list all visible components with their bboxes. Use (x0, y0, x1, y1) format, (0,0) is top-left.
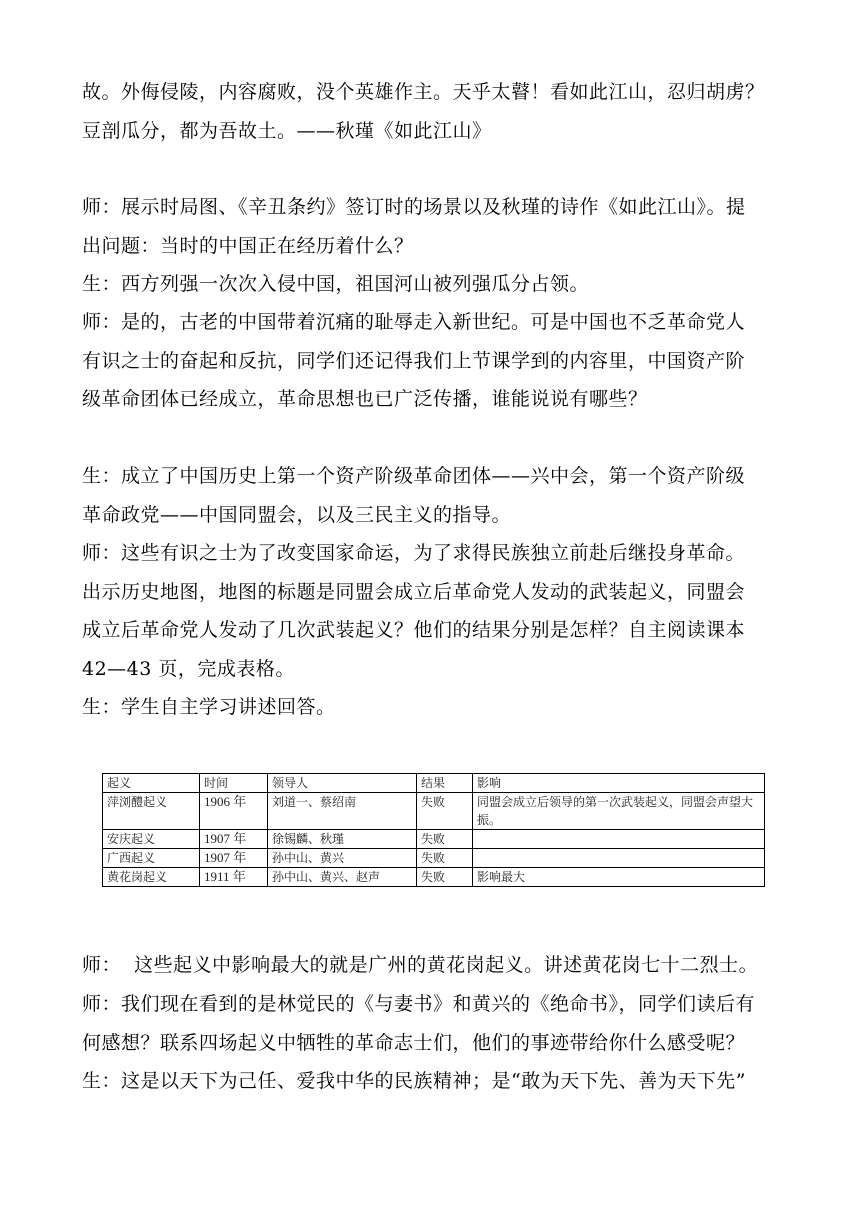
teacher-paragraph (82, 946, 782, 985)
text-line: 师：展示时局图、《辛丑条约》签订时的场景以及秋瑾的诗作《如此江山》。提 (82, 196, 746, 218)
table-row (103, 849, 765, 868)
teacher-paragraph (82, 303, 782, 419)
text-line: 故。外侮侵陵，内容腐败，没个英雄作主。天乎太瞽！看如此江山，忍归胡虏？ (82, 81, 765, 103)
text-line: 师：我们现在看到的是林觉民的《与妻书》和黄兴的《绝命书》，同学们读后有 (82, 993, 756, 1015)
text-line: 生：学生自主学习讲述回答。 (82, 696, 336, 718)
text-line: 生：成立了中国历史上第一个资产阶级革命团体——兴中会，第一个资产阶级 (82, 465, 746, 487)
table-cell: 安庆起义 (103, 830, 200, 849)
student-paragraph (82, 688, 782, 727)
text-line: 师： 这些起义中影响最大的就是广州的黄花岗起义。讲述黄花岗七十二烈士。 (82, 954, 759, 976)
table-cell: 1911 年 (200, 868, 268, 887)
text-line: 出示历史地图，地图的标题是同盟会成立后革命党人发动的武装起义，同盟会 (82, 580, 746, 603)
text-line: 师：是的，古老的中国带着沉痛的耻辱走入新世纪。可是中国也不乏革命党人 (82, 311, 746, 333)
teacher-paragraph (82, 188, 782, 265)
text-line: 生：这是以天下为己任、爱我中华的民族精神；是“敢为天下先、善为天下先” (82, 1070, 746, 1092)
table-cell: 失败 (417, 868, 473, 887)
text-line: 生：西方列强一次次入侵中国，祖国河山被列强瓜分占领。 (82, 273, 590, 295)
table-cell (473, 830, 765, 849)
table-cell: 广西起义 (103, 849, 200, 868)
teacher-paragraph (82, 534, 782, 688)
table-cell: 孙中山、黄兴、赵声 (268, 868, 417, 887)
table-cell: 同盟会成立后领导的第一次武装起义，同盟会声望大振。 (473, 793, 765, 830)
student-paragraph (82, 265, 782, 304)
header-cell-result: 结果 (417, 774, 473, 793)
text-line: 成立后革命党人发动了几次武装起义？他们的结果分别是怎样？自主阅读课本 (82, 619, 746, 641)
table-cell: 1906 年 (200, 793, 268, 830)
table-cell: 徐锡麟、秋瑾 (268, 830, 417, 849)
table-row (103, 793, 765, 830)
table-cell: 影响最大 (473, 868, 765, 887)
text-line: 师：这些有识之士为了改变国家命运，为了求得民族独立前赴后继投身革命。 (82, 542, 746, 564)
table-cell: 黄花岗起义 (103, 868, 200, 887)
text-line: 42—43 页，完成表格。 (82, 657, 295, 680)
table-cell: 失败 (417, 793, 473, 830)
text-line: 出问题：当时的中国正在经历着什么？ (82, 234, 414, 257)
poem-quote-paragraph (82, 73, 782, 150)
teacher-paragraph (82, 985, 782, 1062)
text-line: 豆剖瓜分，都为吾故土。——秋瑾《如此江山》 (82, 119, 492, 142)
table-row (103, 868, 765, 887)
table-cell: 1907 年 (200, 849, 268, 868)
header-cell-impact: 影响 (473, 774, 765, 793)
text-line: 革命政党——中国同盟会，以及三民主义的指导。 (82, 503, 512, 526)
table-cell: 孙中山、黄兴 (268, 849, 417, 868)
table-header-row (103, 774, 765, 793)
text-line: 何感想？联系四场起义中牺牲的革命志士们，他们的事迹带给你什么感受呢？ (82, 1031, 746, 1054)
table-row (103, 830, 765, 849)
uprisings-table (102, 773, 765, 887)
student-paragraph (82, 457, 782, 534)
header-cell-leader: 领导人 (268, 774, 417, 793)
text-line: 级革命团体已经成立，革命思想也已广泛传播，谁能说说有哪些？ (82, 388, 648, 410)
table-cell: 失败 (417, 830, 473, 849)
table-cell: 萍浏醴起义 (103, 793, 200, 830)
header-cell-uprising: 起义 (103, 774, 200, 793)
text-line: 有识之士的奋起和反抗，同学们还记得我们上节课学到的内容里，中国资产阶 (82, 349, 746, 372)
student-paragraph (82, 1062, 782, 1101)
header-cell-time: 时间 (200, 774, 268, 793)
table-cell (473, 849, 765, 868)
table-cell: 1907 年 (200, 830, 268, 849)
table-cell: 刘道一、蔡绍南 (268, 793, 417, 830)
table-cell: 失败 (417, 849, 473, 868)
